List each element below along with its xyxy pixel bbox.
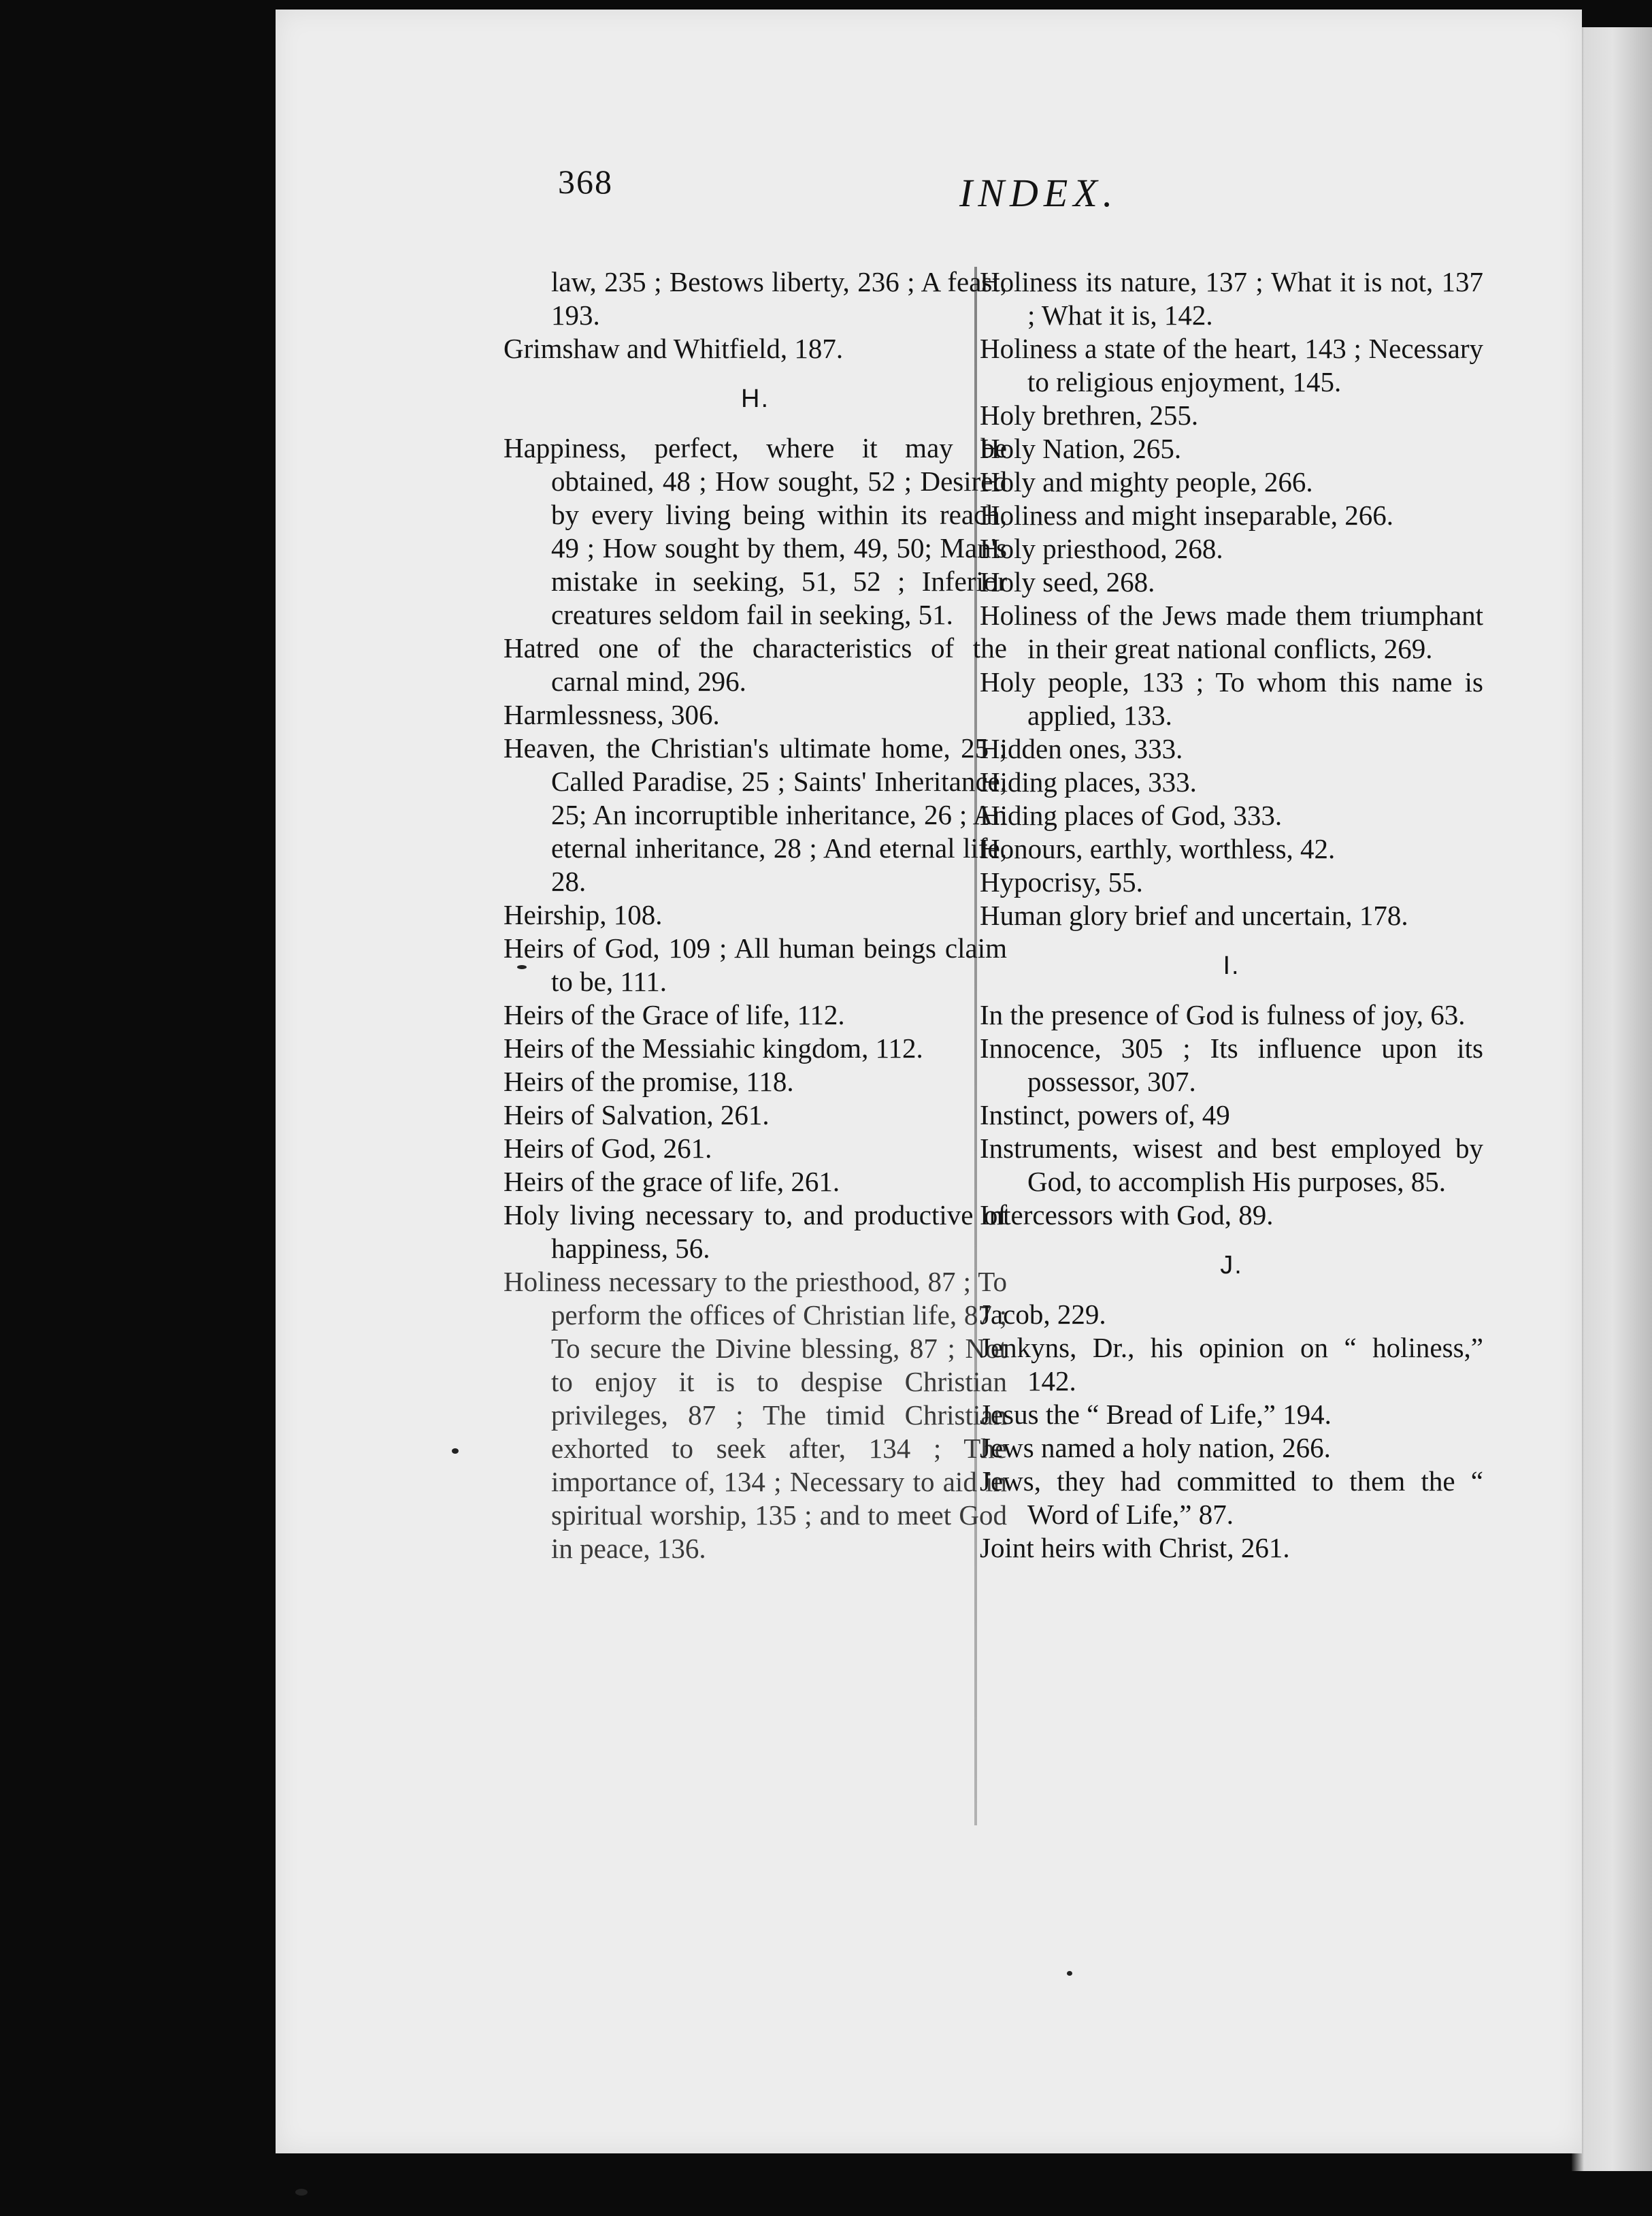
- index-entry: Hiding places, 333.: [980, 766, 1197, 798]
- index-entry: Holy living necessary to, and productive of happiness, 56.: [503, 1199, 1007, 1264]
- index-entry: Jews named a holy nation, 266.: [980, 1432, 1331, 1463]
- index-entry: Holy seed, 268.: [980, 566, 1155, 598]
- index-entry: Jenkyns, Dr., his opinion on “ holiness,” 142.: [980, 1332, 1483, 1397]
- running-title: INDEX.: [959, 171, 1119, 215]
- index-entry: Holiness its nature, 137 ; What it is not, 137 ; What it is, 142.: [980, 266, 1483, 331]
- index-entry: Holiness necessary to the priesthood, 87 ; To perform the offices of Christian life, 87 ; To secure the Divine blessing, 87 ; Not to enjoy it is to despise Christian privileges, 87 ; The timid Christian exhorted to seek after, 134 ; The importance of, 134 ; Necessary to aid in spiritual worship, 135 ; and to meet God in peace, 136.: [503, 1266, 1007, 1564]
- index-entry: Joint heirs with Christ, 261.: [980, 1532, 1290, 1563]
- ink-speck: [1067, 1971, 1072, 1976]
- index-entry: Heirs of the promise, 118.: [503, 1066, 794, 1097]
- index-entry: Human glory brief and uncertain, 178.: [980, 900, 1408, 931]
- index-entry: Holy Nation, 265.: [980, 433, 1182, 464]
- index-entry: Heirs of the Grace of life, 112.: [503, 999, 845, 1030]
- index-entry: Intercessors with God, 89.: [980, 1199, 1274, 1231]
- index-entry: Heirs of Salvation, 261.: [503, 1099, 770, 1130]
- index-entry: Happiness, perfect, where it may be obtained, 48 ; How sought, 52 ; Desired by every living being within its reach, 49 ; How sought by them, 49, 50; Man's mistake in seeking, 51, 52 ; Inferior creatures seldom fail in seeking, 51.: [503, 432, 1007, 630]
- index-entry: Jews, they had committed to them the “ Word of Life,” 87.: [980, 1465, 1483, 1530]
- index-entry: Heirs of the Messiahic kingdom, 112.: [503, 1032, 923, 1064]
- adjacent-page-edge: [1572, 27, 1652, 2171]
- index-entry: Holiness and might inseparable, 266.: [980, 500, 1394, 531]
- ink-speck: [517, 965, 527, 969]
- index-entry: Holy priesthood, 268.: [980, 533, 1223, 564]
- index-entry: Hidden ones, 333.: [980, 733, 1183, 764]
- index-entry: Holy and mighty people, 266.: [980, 466, 1313, 498]
- section-letter: H.: [741, 385, 770, 413]
- index-entry: Jacob, 229.: [980, 1299, 1106, 1330]
- index-entry-continuation: law, 235 ; Bestows liberty, 236 ; A feast, 193.: [551, 266, 1007, 331]
- index-entry: Heirs of God, 109 ; All human beings claim to be, 111.: [503, 932, 1007, 997]
- index-column-left: [503, 265, 1007, 1565]
- index-entry: Heirs of the grace of life, 261.: [503, 1166, 840, 1197]
- ink-speck: [452, 1448, 459, 1454]
- index-entry: Honours, earthly, worthless, 42.: [980, 833, 1336, 864]
- index-entry: Hatred one of the characteristics of the carnal mind, 296.: [503, 632, 1007, 697]
- index-entry: Hiding places of God, 333.: [980, 800, 1283, 831]
- section-letter: I.: [1223, 951, 1240, 980]
- index-column-right: [980, 265, 1483, 1565]
- index-entry: Instruments, wisest and best employed by God, to accomplish His purposes, 85.: [980, 1133, 1483, 1197]
- index-entry: Grimshaw and Whitfield, 187.: [503, 333, 844, 364]
- index-entry: Holy people, 133 ; To whom this name is applied, 133.: [980, 666, 1483, 731]
- index-entry: Heirship, 108.: [503, 899, 663, 930]
- index-entry: Holy brethren, 255.: [980, 400, 1199, 431]
- index-entry: Holiness a state of the heart, 143 ; Necessary to religious enjoyment, 145.: [980, 333, 1483, 397]
- index-entry: Holiness of the Jews made them triumphant in their great national conflicts, 269.: [980, 600, 1483, 664]
- index-entry: Heirs of God, 261.: [503, 1133, 712, 1164]
- section-letter: J.: [1220, 1251, 1243, 1280]
- page-number: 368: [558, 163, 613, 201]
- index-entry: Heaven, the Christian's ultimate home, 25 ; Called Paradise, 25 ; Saints' Inheritance, 25; An incorruptible inheritance, 26 ; An eternal inheritance, 28 ; And eternal life, 28.: [503, 732, 1007, 897]
- index-entry: In the presence of God is fulness of joy, 63.: [980, 999, 1466, 1030]
- index-entry: Harmlessness, 306.: [503, 699, 720, 730]
- index-entry: Instinct, powers of, 49: [980, 1099, 1230, 1130]
- index-entry: Innocence, 305 ; Its influence upon its possessor, 307.: [980, 1032, 1483, 1097]
- ink-speck: [295, 2189, 308, 2196]
- index-entry: Hypocrisy, 55.: [980, 866, 1143, 898]
- index-entry: Jesus the “ Bread of Life,” 194.: [980, 1399, 1332, 1430]
